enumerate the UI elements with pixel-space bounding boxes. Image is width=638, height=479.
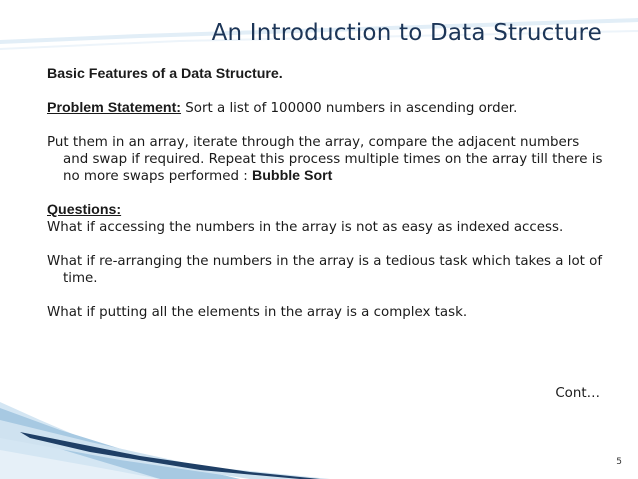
heading-text: Basic Features of a Data Structure. bbox=[47, 66, 283, 82]
bottom-swoosh-graphic bbox=[0, 380, 638, 479]
array-description bbox=[47, 134, 607, 185]
question-item: What if accessing the numbers in the array is not as easy as indexed access. bbox=[47, 220, 564, 235]
slide-heading bbox=[47, 66, 607, 83]
question-item: What if putting all the elements in the array is a complex task. bbox=[47, 305, 468, 320]
continued-label: Cont… bbox=[555, 386, 600, 401]
problem-statement bbox=[47, 100, 607, 117]
questions-heading bbox=[47, 202, 607, 219]
bubble-sort-label: Bubble Sort bbox=[251, 168, 333, 184]
problem-text: Sort a list of 100000 numbers in ascending order. bbox=[181, 101, 518, 116]
array-text: Put them in an array, iterate through the array, compare the adjacent numbers and swap if required. Repeat this process multiple times on the array till there is no more swaps performed : bbox=[47, 135, 603, 184]
question-item: What if re-arranging the numbers in the array is a tedious task which takes a lot of time. bbox=[47, 254, 603, 286]
page-number: 5 bbox=[616, 457, 622, 467]
questions-label: Questions: bbox=[47, 202, 122, 218]
title-bar bbox=[0, 0, 638, 60]
slide-title: An Introduction to Data Structure bbox=[211, 20, 602, 46]
problem-label: Problem Statement: bbox=[47, 100, 182, 116]
slide-content bbox=[47, 66, 607, 321]
